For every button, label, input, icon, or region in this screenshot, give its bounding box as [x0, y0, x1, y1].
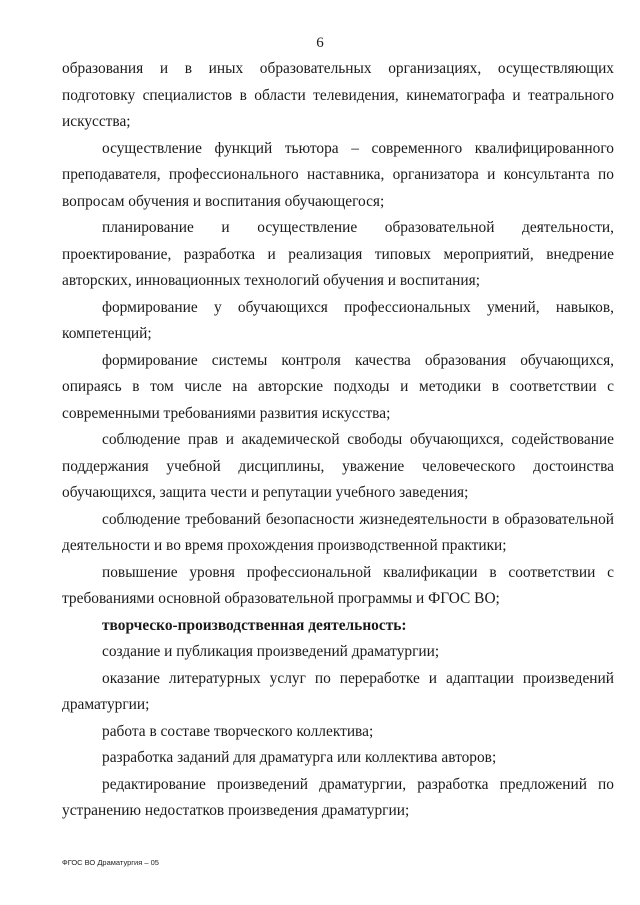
- paragraph: соблюдение требований безопасности жизнедеятельности в образовательной деятельности и во время прохождения производственной практики;: [62, 510, 614, 554]
- paragraph: повышение уровня профессиональной квалификации в соответствии с требованиями основной образовательной программы и ФГОС ВО;: [62, 563, 614, 607]
- paragraph: создание и публикация произведений драматургии;: [102, 643, 440, 660]
- paragraph: осуществление функций тьютора – современного квалифицированного преподавателя, профессионального наставника, организатора и консультанта по вопросам обучения и воспитания обучающегося;: [62, 139, 614, 210]
- page-number: 6: [316, 35, 324, 51]
- paragraph: соблюдение прав и академической свободы обучающихся, содействование поддержания учебной дисциплины, уважение человеческого достоинства обучающихся, защита чести и репутации учебного заведения;: [62, 431, 614, 501]
- page-footer: ФГОС ВО Драматургия – 05: [62, 858, 159, 867]
- paragraph: редактирование произведений драматургии, разработка предложений по устранению недостатков произведения драматургии;: [62, 775, 614, 819]
- paragraph: оказание литературных услуг по переработке и адаптации произведений драматургии;: [62, 669, 614, 713]
- paragraph: образования и в иных образовательных организациях, осуществляющих подготовку специалистов в области телевидения, кинематографа и театрального искусства;: [62, 60, 614, 130]
- section-heading: творческо-производственная деятельность:: [102, 616, 407, 634]
- paragraph: разработка заданий для драматурга или коллектива авторов;: [102, 749, 497, 766]
- paragraph: работа в составе творческого коллектива;: [102, 722, 374, 740]
- paragraph: формирование системы контроля качества образования обучающихся, опираясь в том числе на авторские подходы и методики в соответствии с современными требованиями развития искусства;: [62, 351, 614, 422]
- paragraph: планирование и осуществление образовательной деятельности, проектирование, разработка и реализация типовых мероприятий, внедрение авторских, инновационных технологий обучения и воспитания;: [62, 219, 614, 289]
- document-body: [62, 56, 614, 825]
- paragraph: формирование у обучающихся профессиональных умений, навыков, компетенций;: [62, 298, 614, 342]
